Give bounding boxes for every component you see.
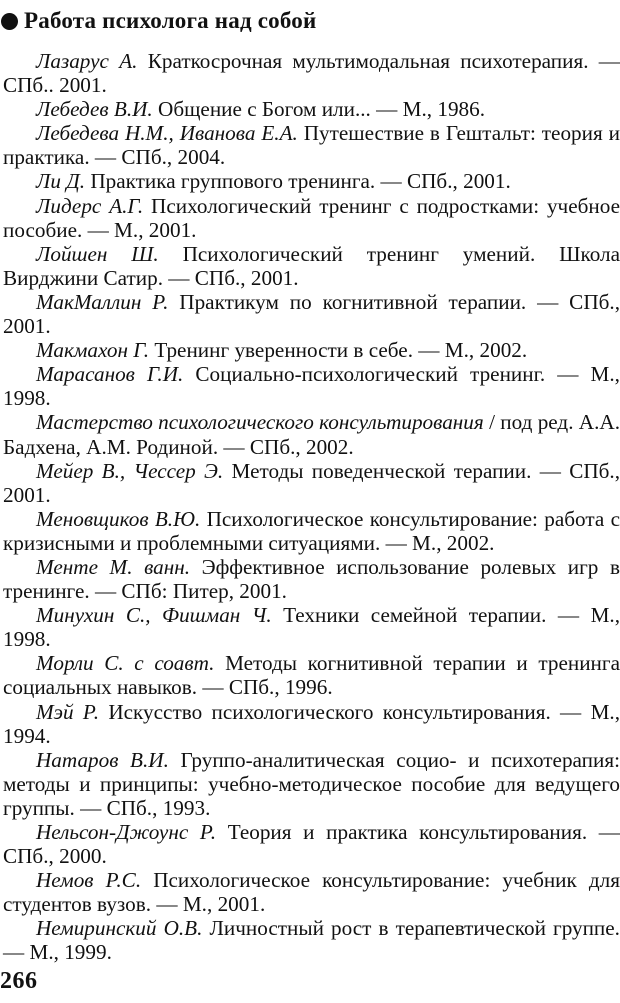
entry-text: Группо-аналитическая социо- и психотерапия: методы и принципы: учебно-методическое пособие для ведущего группы. — СПб., 1993. <box>3 747 620 820</box>
entry-text: Психологическое консультирование: работа с кризисными и проблемными ситуациями. — М., 2002. <box>3 506 620 555</box>
bibliography-entry <box>3 820 620 868</box>
bibliography-entry <box>3 868 620 916</box>
entry-author: Ли Д. <box>36 169 86 194</box>
entry-author: Лебедев В.И. <box>36 97 153 122</box>
entry-author: Лазарус А. <box>36 49 138 73</box>
entry-text: Личностный рост в терапевтической группе. — М., 1999. <box>3 916 620 965</box>
bibliography-entry <box>3 121 620 169</box>
header-title: Работа психолога над собой <box>24 8 317 33</box>
bibliography-list <box>3 49 620 965</box>
bibliography-entry <box>3 507 620 555</box>
entry-author: Лидерс А.Г. <box>36 193 144 218</box>
entry-text: Практика группового тренинга. — СПб., 2001. <box>85 169 511 194</box>
entry-author: Натаров В.И. <box>36 747 169 772</box>
bibliography-entry <box>3 49 620 97</box>
bibliography-entry <box>3 97 620 121</box>
bibliography-entry <box>3 362 620 410</box>
entry-text: Техники семейной терапии. — М., 1998. <box>3 603 620 652</box>
entry-author: Лойшен Ш. <box>36 241 159 266</box>
entry-author: Марасанов Г.И. <box>36 362 184 387</box>
entry-text: Практикум по когнитивной терапии. — СПб., 2001. <box>3 289 620 339</box>
entry-text: / под ред. А.А. Бадхена, А.М. Родиной. — СПб., 2002. <box>3 410 620 459</box>
entry-text: Краткосрочная мультимодальная психотерапия. — СПб.. 2001. <box>3 49 620 98</box>
bibliography-entry <box>3 194 620 242</box>
entry-text: Общение с Богом или... — М., 1986. <box>152 97 486 122</box>
bibliography-entry <box>3 748 620 820</box>
bibliography-entry <box>3 459 620 507</box>
entry-text: Психологический тренинг умений. Школа Вирджини Сатир. — СПб., 2001. <box>3 241 620 290</box>
bibliography-entry <box>3 916 620 964</box>
bibliography-entry <box>3 338 620 362</box>
entry-author: Менте М. ванн. <box>36 554 191 579</box>
entry-author: Мастерство психологического консультирования <box>36 410 484 435</box>
running-header <box>0 4 620 38</box>
bibliography-entry <box>3 700 620 748</box>
entry-author: Мэй Р. <box>36 699 100 724</box>
entry-text: Искусство психологического консультирования. — М., 1994. <box>3 699 620 748</box>
entry-text: Путешествие в Гештальт: теория и практика. — СПб., 2004. <box>3 121 620 170</box>
entry-author: Лебедева Н.М., Иванова Е.А. <box>36 121 298 146</box>
entry-text: Психологическое консультирование: учебник для студентов вузов. — М., 2001. <box>3 868 620 917</box>
entry-text: Тренинг уверенности в себе. — М., 2002. <box>149 338 528 363</box>
entry-author: Мейер В., Чессер Э. <box>36 458 224 483</box>
entry-author: Нельсон-Джоунс Р. <box>36 820 217 844</box>
entry-text: Методы когнитивной терапии и тренинга социальных навыков. — СПб., 1996. <box>3 651 620 700</box>
bibliography-entry <box>3 651 620 699</box>
entry-author: МакМаллин Р. <box>36 289 169 314</box>
entry-text: Социально-психологический тренинг. — М., 1998. <box>3 362 620 411</box>
entry-author: Макмахон Г. <box>36 338 150 363</box>
bibliography-entry <box>3 290 620 338</box>
entry-author: Немиринский О.В. <box>36 916 203 941</box>
entry-author: Немов Р.С. <box>36 868 142 893</box>
entry-author: Морли С. с соавт. <box>36 651 215 676</box>
entry-text: Психологический тренинг с подростками: учебное пособие. — М., 2001. <box>3 193 620 242</box>
entry-author: Меновщиков В.Ю. <box>36 506 201 531</box>
bibliography-entry <box>3 603 620 651</box>
entry-text: Теория и практика консультирования. — СПб., 2000. <box>3 820 620 869</box>
bibliography-entry <box>3 410 620 458</box>
bullet-icon <box>1 13 18 30</box>
bibliography-entry <box>3 242 620 290</box>
bibliography-entry <box>3 555 620 603</box>
page-number: 266 <box>0 968 38 994</box>
bibliography-entry <box>3 169 620 193</box>
entry-text: Методы поведенческой терапии. — СПб., 2001. <box>3 458 620 507</box>
entry-text: Эффективное использование ролевых игр в тренинге. — СПб: Питер, 2001. <box>3 554 620 604</box>
entry-author: Минухин С., Фишман Ч. <box>36 603 272 628</box>
